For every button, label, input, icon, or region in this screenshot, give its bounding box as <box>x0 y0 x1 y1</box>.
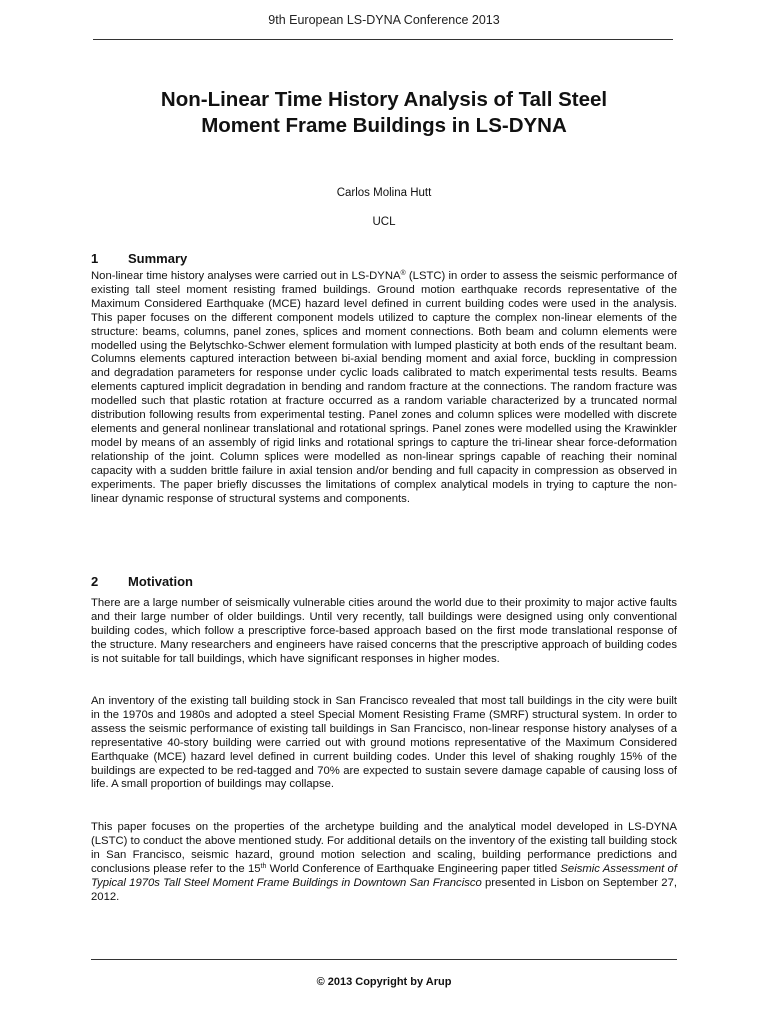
running-header: 9th European LS-DYNA Conference 2013 <box>268 13 500 27</box>
motivation-paragraph-2: An inventory of the existing tall building stock in San Francisco revealed that most tall buildings in the city were built in the 1970s and 1980s and adopted a steel Special Moment Resisting Frame (SMRF) structural system. In order to assess the seismic performance of existing tall buildings in San Francisco, non-linear response history analyses of a representative 40-story building were carried out with ground motions representative of the Maximum Considered Earthquake (MCE) hazard level defined in current building codes. Under this level of shaking roughly 15% of the buildings are expected to be red-tagged and 70% are expected to sustain severe damage capable of causing loss of life. A small proportion of buildings may collapse. <box>91 695 677 791</box>
paper-title-line-2: Moment Frame Buildings in LS-DYNA <box>201 114 567 137</box>
section-title: Motivation <box>128 574 193 589</box>
author-name: Carlos Molina Hutt <box>336 187 432 199</box>
motivation-p3-text-3: presented in Lisbon on September 27, 2012. <box>91 876 677 903</box>
summary-paragraph <box>91 270 677 506</box>
registered-mark: ® <box>400 270 406 277</box>
motivation-p3-text-2: World Conference of Earthquake Engineering paper titled <box>266 862 561 875</box>
summary-text-start: Non-linear time history analyses were carried out in LS-DYNA <box>91 270 401 282</box>
section-number: 2 <box>91 574 99 589</box>
section-number: 1 <box>91 251 99 266</box>
footer-rule <box>91 959 677 960</box>
paper-title <box>80 87 688 139</box>
summary-text-rest: (LSTC) in order to assess the seismic performance of existing tall steel moment resisting framed buildings. Ground motion earthquake records representative of the Maximum Considered Earthquake (MCE) hazard level defined in current building codes were used in the analysis. This paper focuses on the different component models utilized to capture the complex non-linear elements of the structure: beams, columns, panel zones, splices and moment connections. Both beam and column elements were modelled using the Belytschko-Schwer element formulation with lumped plasticity at both ends of the resultant beam. Columns elements captured interaction between bi-axial bending moment and axial force, buckling in compression and degradation parameters for response under cyclic loads calibrated to match experimental tests results. Beams elements captured implicit degradation in bending and random fracture at the connections. The random fracture was modelled such that plastic rotation at fracture occurred as a random variable characterized by a truncated normal distribution following results from experimental testing. Panel zones and column splices were modelled with discrete elements and general nonlinear translational and rotational springs. Panel zones were modelled using the Krawinkler model by means of an assembly of rigid links and rotational springs to capture the tri-linear shear force-deformation relationship of the joint. Column splices were modelled as non-linear springs capable of reaching their nominal capacity with a sudden brittle failure in axial tension and/or bending and full capacity in compression as observed in experiments. The paper briefly discusses the limitations of complex analytical models in trying to capture the non-linear dynamic response of structural systems and components. <box>91 270 677 505</box>
ordinal-suffix: th <box>260 862 267 870</box>
section-heading-motivation <box>91 574 681 589</box>
paper-title-line-1: Non-Linear Time History Analysis of Tall Steel <box>160 88 608 111</box>
cited-paper-title: Seismic Assessment of Typical 1970s Tall Steel Moment Frame Buildings in Downtown San Francisco <box>91 862 677 889</box>
section-heading-summary <box>91 251 681 266</box>
motivation-paragraph-3 <box>91 821 677 904</box>
motivation-p3-text-1: This paper focuses on the properties of the archetype building and the analytical model developed in LS-DYNA (LSTC) to conduct the above mentioned study. For additional details on the inventory of the existing tall building stock in San Francisco, seismic hazard, ground motion selection and scaling, building performance predictions and conclusions please refer to the 15 <box>91 821 677 875</box>
section-title: Summary <box>128 251 188 266</box>
copyright-notice: © 2013 Copyright by Arup <box>316 976 452 988</box>
motivation-paragraph-1: There are a large number of seismically vulnerable cities around the world due to their proximity to major active faults and their large number of older buildings. Until very recently, tall buildings were designed using only conventional building codes, which follow a prescriptive force-based approach based on the first mode translational response of the structure. Many researchers and engineers have raised concerns that the prescriptive approach of building codes is not suitable for tall buildings, which have significant responses in higher modes. <box>91 597 677 665</box>
author-affiliation: UCL <box>372 216 396 228</box>
header-rule <box>93 39 673 40</box>
